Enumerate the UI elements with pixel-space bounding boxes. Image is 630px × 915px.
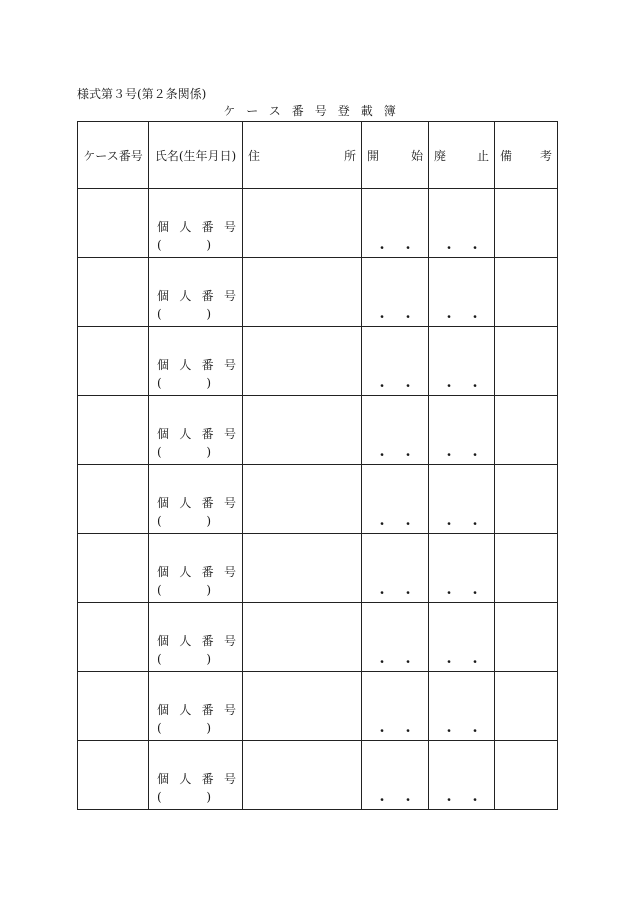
start-date-cell[interactable]: ・・: [362, 741, 429, 810]
personal-number-label: 個 人 番 号: [157, 427, 236, 441]
case-number-cell[interactable]: [78, 189, 149, 258]
case-number-cell[interactable]: [78, 327, 149, 396]
name-cell[interactable]: [149, 603, 243, 672]
personal-number-field[interactable]: ( ): [157, 721, 211, 735]
personal-number-field[interactable]: ( ): [157, 445, 211, 459]
end-date-cell[interactable]: ・・: [429, 327, 495, 396]
header-row: [78, 122, 558, 189]
personal-number-label: 個 人 番 号: [157, 634, 236, 648]
personal-number-label: 個 人 番 号: [157, 358, 236, 372]
case-number-cell[interactable]: [78, 603, 149, 672]
address-cell[interactable]: [243, 327, 362, 396]
end-date-cell[interactable]: ・・: [429, 396, 495, 465]
address-cell[interactable]: [243, 189, 362, 258]
case-number-cell[interactable]: [78, 465, 149, 534]
table-row: [78, 327, 558, 396]
address-cell[interactable]: [243, 603, 362, 672]
start-date-cell[interactable]: ・・: [362, 534, 429, 603]
case-number-cell[interactable]: [78, 396, 149, 465]
name-cell[interactable]: [149, 396, 243, 465]
header-case-number: ケース番号: [78, 122, 149, 189]
personal-number-field[interactable]: ( ): [157, 514, 211, 528]
header-address: 住 所: [243, 122, 362, 189]
table-row: [78, 741, 558, 810]
remarks-cell[interactable]: [495, 189, 558, 258]
case-number-cell[interactable]: [78, 741, 149, 810]
end-date-cell[interactable]: ・・: [429, 534, 495, 603]
start-date-cell[interactable]: ・・: [362, 396, 429, 465]
end-date-cell[interactable]: ・・: [429, 258, 495, 327]
name-cell[interactable]: [149, 327, 243, 396]
personal-number-label: 個 人 番 号: [157, 703, 236, 717]
table-row: [78, 258, 558, 327]
remarks-cell[interactable]: [495, 603, 558, 672]
address-cell[interactable]: [243, 258, 362, 327]
table-row: [78, 603, 558, 672]
remarks-cell[interactable]: [495, 327, 558, 396]
remarks-cell[interactable]: [495, 672, 558, 741]
start-date-cell[interactable]: ・・: [362, 189, 429, 258]
start-date-cell[interactable]: ・・: [362, 327, 429, 396]
form-number: 様式第３号(第２条関係): [77, 87, 207, 101]
header-end: 廃 止: [429, 122, 495, 189]
personal-number-label: 個 人 番 号: [157, 496, 236, 510]
end-date-cell[interactable]: ・・: [429, 741, 495, 810]
table-row: [78, 672, 558, 741]
case-number-cell[interactable]: [78, 258, 149, 327]
case-register-table: [77, 121, 558, 810]
address-cell[interactable]: [243, 672, 362, 741]
remarks-cell[interactable]: [495, 465, 558, 534]
address-cell[interactable]: [243, 465, 362, 534]
end-date-cell[interactable]: ・・: [429, 189, 495, 258]
address-cell[interactable]: [243, 534, 362, 603]
personal-number-field[interactable]: ( ): [157, 238, 211, 252]
header-start: 開 始: [362, 122, 429, 189]
start-date-cell[interactable]: ・・: [362, 603, 429, 672]
remarks-cell[interactable]: [495, 258, 558, 327]
end-date-cell[interactable]: ・・: [429, 465, 495, 534]
personal-number-label: 個 人 番 号: [157, 772, 236, 786]
name-cell[interactable]: [149, 534, 243, 603]
personal-number-field[interactable]: ( ): [157, 790, 211, 804]
personal-number-label: 個 人 番 号: [157, 289, 236, 303]
name-cell[interactable]: [149, 189, 243, 258]
case-number-cell[interactable]: [78, 534, 149, 603]
name-cell[interactable]: [149, 465, 243, 534]
personal-number-field[interactable]: ( ): [157, 307, 211, 321]
start-date-cell[interactable]: ・・: [362, 465, 429, 534]
start-date-cell[interactable]: ・・: [362, 672, 429, 741]
name-cell[interactable]: [149, 741, 243, 810]
case-number-cell[interactable]: [78, 672, 149, 741]
personal-number-field[interactable]: ( ): [157, 583, 211, 597]
personal-number-field[interactable]: ( ): [157, 652, 211, 666]
remarks-cell[interactable]: [495, 396, 558, 465]
address-cell[interactable]: [243, 741, 362, 810]
form-title: ケース番号登載簿: [223, 104, 407, 118]
table-row: [78, 396, 558, 465]
remarks-cell[interactable]: [495, 534, 558, 603]
table-row: [78, 465, 558, 534]
start-date-cell[interactable]: ・・: [362, 258, 429, 327]
remarks-cell[interactable]: [495, 741, 558, 810]
personal-number-label: 個 人 番 号: [157, 565, 236, 579]
name-cell[interactable]: [149, 258, 243, 327]
header-remarks: 備 考: [495, 122, 558, 189]
end-date-cell[interactable]: ・・: [429, 603, 495, 672]
name-cell[interactable]: [149, 672, 243, 741]
end-date-cell[interactable]: ・・: [429, 672, 495, 741]
header-name-birthdate: 氏名(生年月日): [149, 122, 243, 189]
address-cell[interactable]: [243, 396, 362, 465]
personal-number-field[interactable]: ( ): [157, 376, 211, 390]
personal-number-label: 個 人 番 号: [157, 220, 236, 234]
table-row: [78, 534, 558, 603]
table-row: [78, 189, 558, 258]
